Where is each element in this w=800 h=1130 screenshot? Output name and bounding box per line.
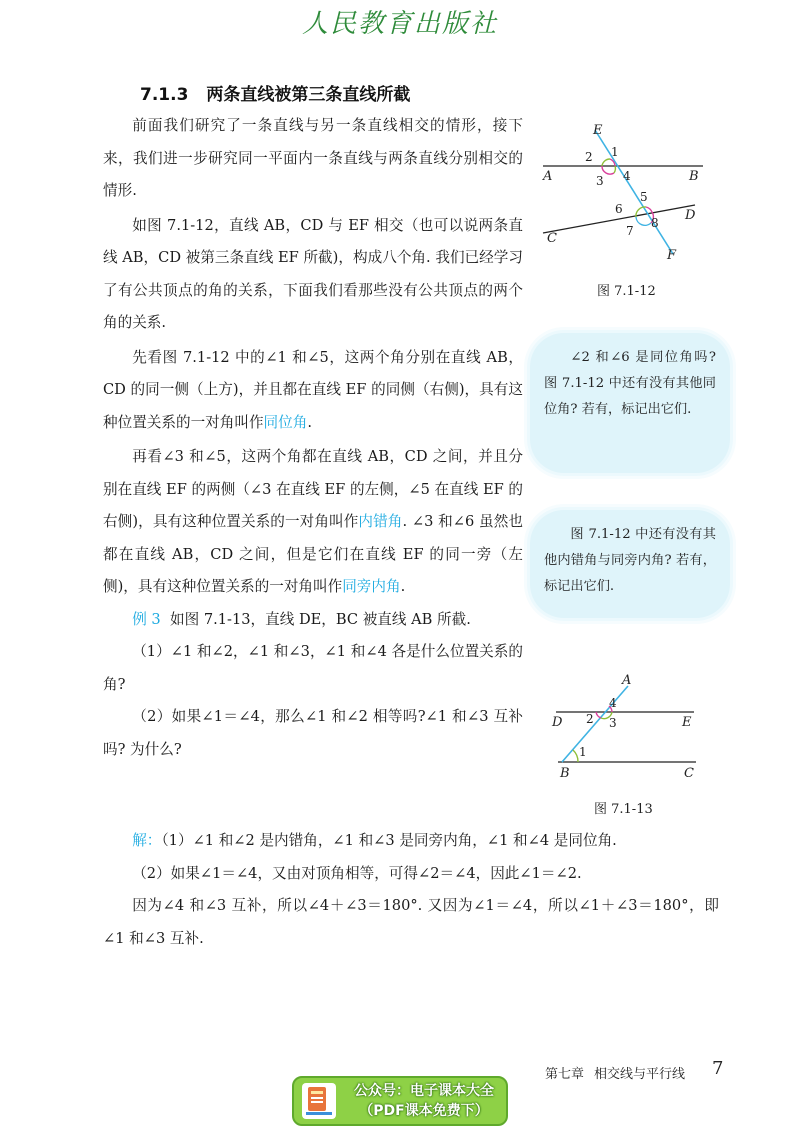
chapter-footer bbox=[545, 1063, 685, 1082]
label-angle-3: 3 bbox=[596, 174, 604, 188]
label-e: E bbox=[593, 123, 603, 138]
label-d: D bbox=[685, 208, 696, 223]
main-text bbox=[103, 110, 523, 766]
badge-line-1: 公众号：电子课本大全 bbox=[354, 1083, 494, 1099]
figure-7-1-12 bbox=[535, 118, 715, 268]
paragraph-3: 先看图 7.1-12 中的∠1 和∠5，这两个角分别在直线 AB，CD 的同一侧（上方)，并且都在直线 EF 的同侧（右侧)，具有这种位置关系的一对角叫作同位角. bbox=[103, 348, 523, 431]
paragraph-1: 前面我们研究了一条直线与另一条直线相交的情形，接下来，我们进一步研究同一平面内一条直线与两条直线分别相交的情形. bbox=[103, 117, 523, 199]
label-angle-1: 1 bbox=[579, 745, 587, 759]
label-b: B bbox=[560, 766, 570, 781]
solution-text bbox=[103, 825, 719, 955]
solution-3: 因为∠4 和∠3 互补，所以∠4＋∠3＝180°. 又因为∠1＝∠4，所以∠1＋∠3＝180°，即∠1 和∠3 互补. bbox=[103, 897, 719, 947]
thinking-box-2 bbox=[530, 510, 730, 618]
thinking-box-1 bbox=[530, 333, 730, 473]
label-f: F bbox=[667, 248, 677, 263]
thinking-box-2-text: 图 7.1-12 中还有没有其他内错角与同旁内角? 若有，标记出它们. bbox=[544, 527, 716, 594]
publisher-name: 人民教育出版社 bbox=[301, 9, 499, 39]
book-icon bbox=[302, 1083, 336, 1119]
angle-1-mark bbox=[573, 750, 578, 762]
label-b: B bbox=[689, 169, 699, 184]
label-angle-4: 4 bbox=[609, 696, 617, 710]
line-ef bbox=[595, 130, 673, 254]
label-angle-5: 5 bbox=[640, 190, 648, 204]
badge-text bbox=[344, 1081, 504, 1121]
label-angle-6: 6 bbox=[615, 202, 623, 216]
line-ab bbox=[562, 686, 628, 762]
label-angle-2: 2 bbox=[586, 712, 594, 726]
label-angle-1: 1 bbox=[611, 145, 619, 159]
publisher-logo bbox=[282, 2, 518, 42]
label-a: A bbox=[543, 169, 553, 184]
section-title-text: 两条直线被第三条直线所截 bbox=[206, 85, 411, 105]
label-c: C bbox=[547, 231, 557, 246]
section-title bbox=[140, 80, 410, 105]
page-number: 7 bbox=[712, 1058, 724, 1079]
figure-1-caption: 图 7.1-12 bbox=[597, 284, 656, 299]
label-angle-4: 4 bbox=[623, 169, 631, 183]
angle-4-mark bbox=[614, 166, 615, 173]
solution-1: 解：（1）∠1 和∠2 是内错角，∠1 和∠3 是同旁内角，∠1 和∠4 是同位角. bbox=[132, 832, 617, 849]
label-angle-3: 3 bbox=[609, 716, 617, 730]
chapter-label: 第七章 bbox=[545, 1067, 585, 1082]
label-e: E bbox=[682, 715, 692, 730]
term-corresponding-angles: 同位角 bbox=[263, 413, 308, 431]
angle-2-mark bbox=[602, 159, 610, 166]
solution-2: （2）如果∠1＝∠4，又由对顶角相等，可得∠2＝∠4，因此∠1＝∠2. bbox=[132, 864, 582, 882]
label-d: D bbox=[552, 715, 563, 730]
figure-7-1-13 bbox=[548, 670, 708, 782]
solution-label: 解： bbox=[132, 832, 162, 849]
section-number: 7.1.3 bbox=[140, 85, 189, 105]
paragraph-4: 再看∠3 和∠5，这两个角都在直线 AB，CD 之间，并且分别在直线 EF 的两侧（∠3 在直线 EF 的左侧，∠5 在直线 EF 的右侧)，具有这种位置关系的一对角叫作内错角. ∠3 和∠6 虽然也都在直线 AB，CD 之间，但是它们在直线 EF 的同一旁（左侧)，具有这种位置关系的一对角叫作同旁内角. bbox=[103, 448, 523, 595]
label-angle-2: 2 bbox=[585, 150, 593, 164]
angle-3-mark bbox=[602, 166, 614, 174]
label-a: A bbox=[622, 673, 632, 688]
figure-2-caption: 图 7.1-13 bbox=[594, 802, 653, 817]
label-c: C bbox=[684, 766, 694, 781]
example-text: 如图 7.1-13，直线 DE，BC 被直线 AB 所截. bbox=[170, 610, 471, 628]
angle-2-mark bbox=[596, 712, 601, 718]
question-2: （2）如果∠1＝∠4，那么∠1 和∠2 相等吗?∠1 和∠3 互补吗? 为什么? bbox=[103, 708, 523, 758]
watermark-badge bbox=[292, 1076, 508, 1126]
term-same-side-interior-angles: 同旁内角 bbox=[342, 578, 401, 595]
term-alternate-interior-angles: 内错角 bbox=[358, 513, 403, 530]
label-angle-7: 7 bbox=[626, 224, 634, 238]
badge-line-2: （PDF课本免费下） bbox=[359, 1103, 489, 1119]
thinking-box-1-text: ∠2 和∠6 是同位角吗? 图 7.1-12 中还有没有其他同位角? 若有，标记出它们. bbox=[544, 350, 716, 417]
example-label: 例 3 bbox=[132, 610, 161, 628]
chapter-title: 相交线与平行线 bbox=[594, 1067, 686, 1082]
angle-7-mark bbox=[636, 217, 651, 225]
question-1: （1）∠1 和∠2，∠1 和∠3，∠1 和∠4 各是什么位置关系的角? bbox=[103, 643, 523, 693]
label-angle-8: 8 bbox=[651, 216, 659, 230]
paragraph-2: 如图 7.1-12，直线 AB，CD 与 EF 相交（也可以说两条直线 AB，CD 被第三条直线 EF 所截)，构成八个角. 我们已经学习了有公共顶点的角的关系，下面我们看那些没有公共顶点的两个角的关系. bbox=[103, 216, 523, 331]
example-3 bbox=[103, 604, 523, 637]
